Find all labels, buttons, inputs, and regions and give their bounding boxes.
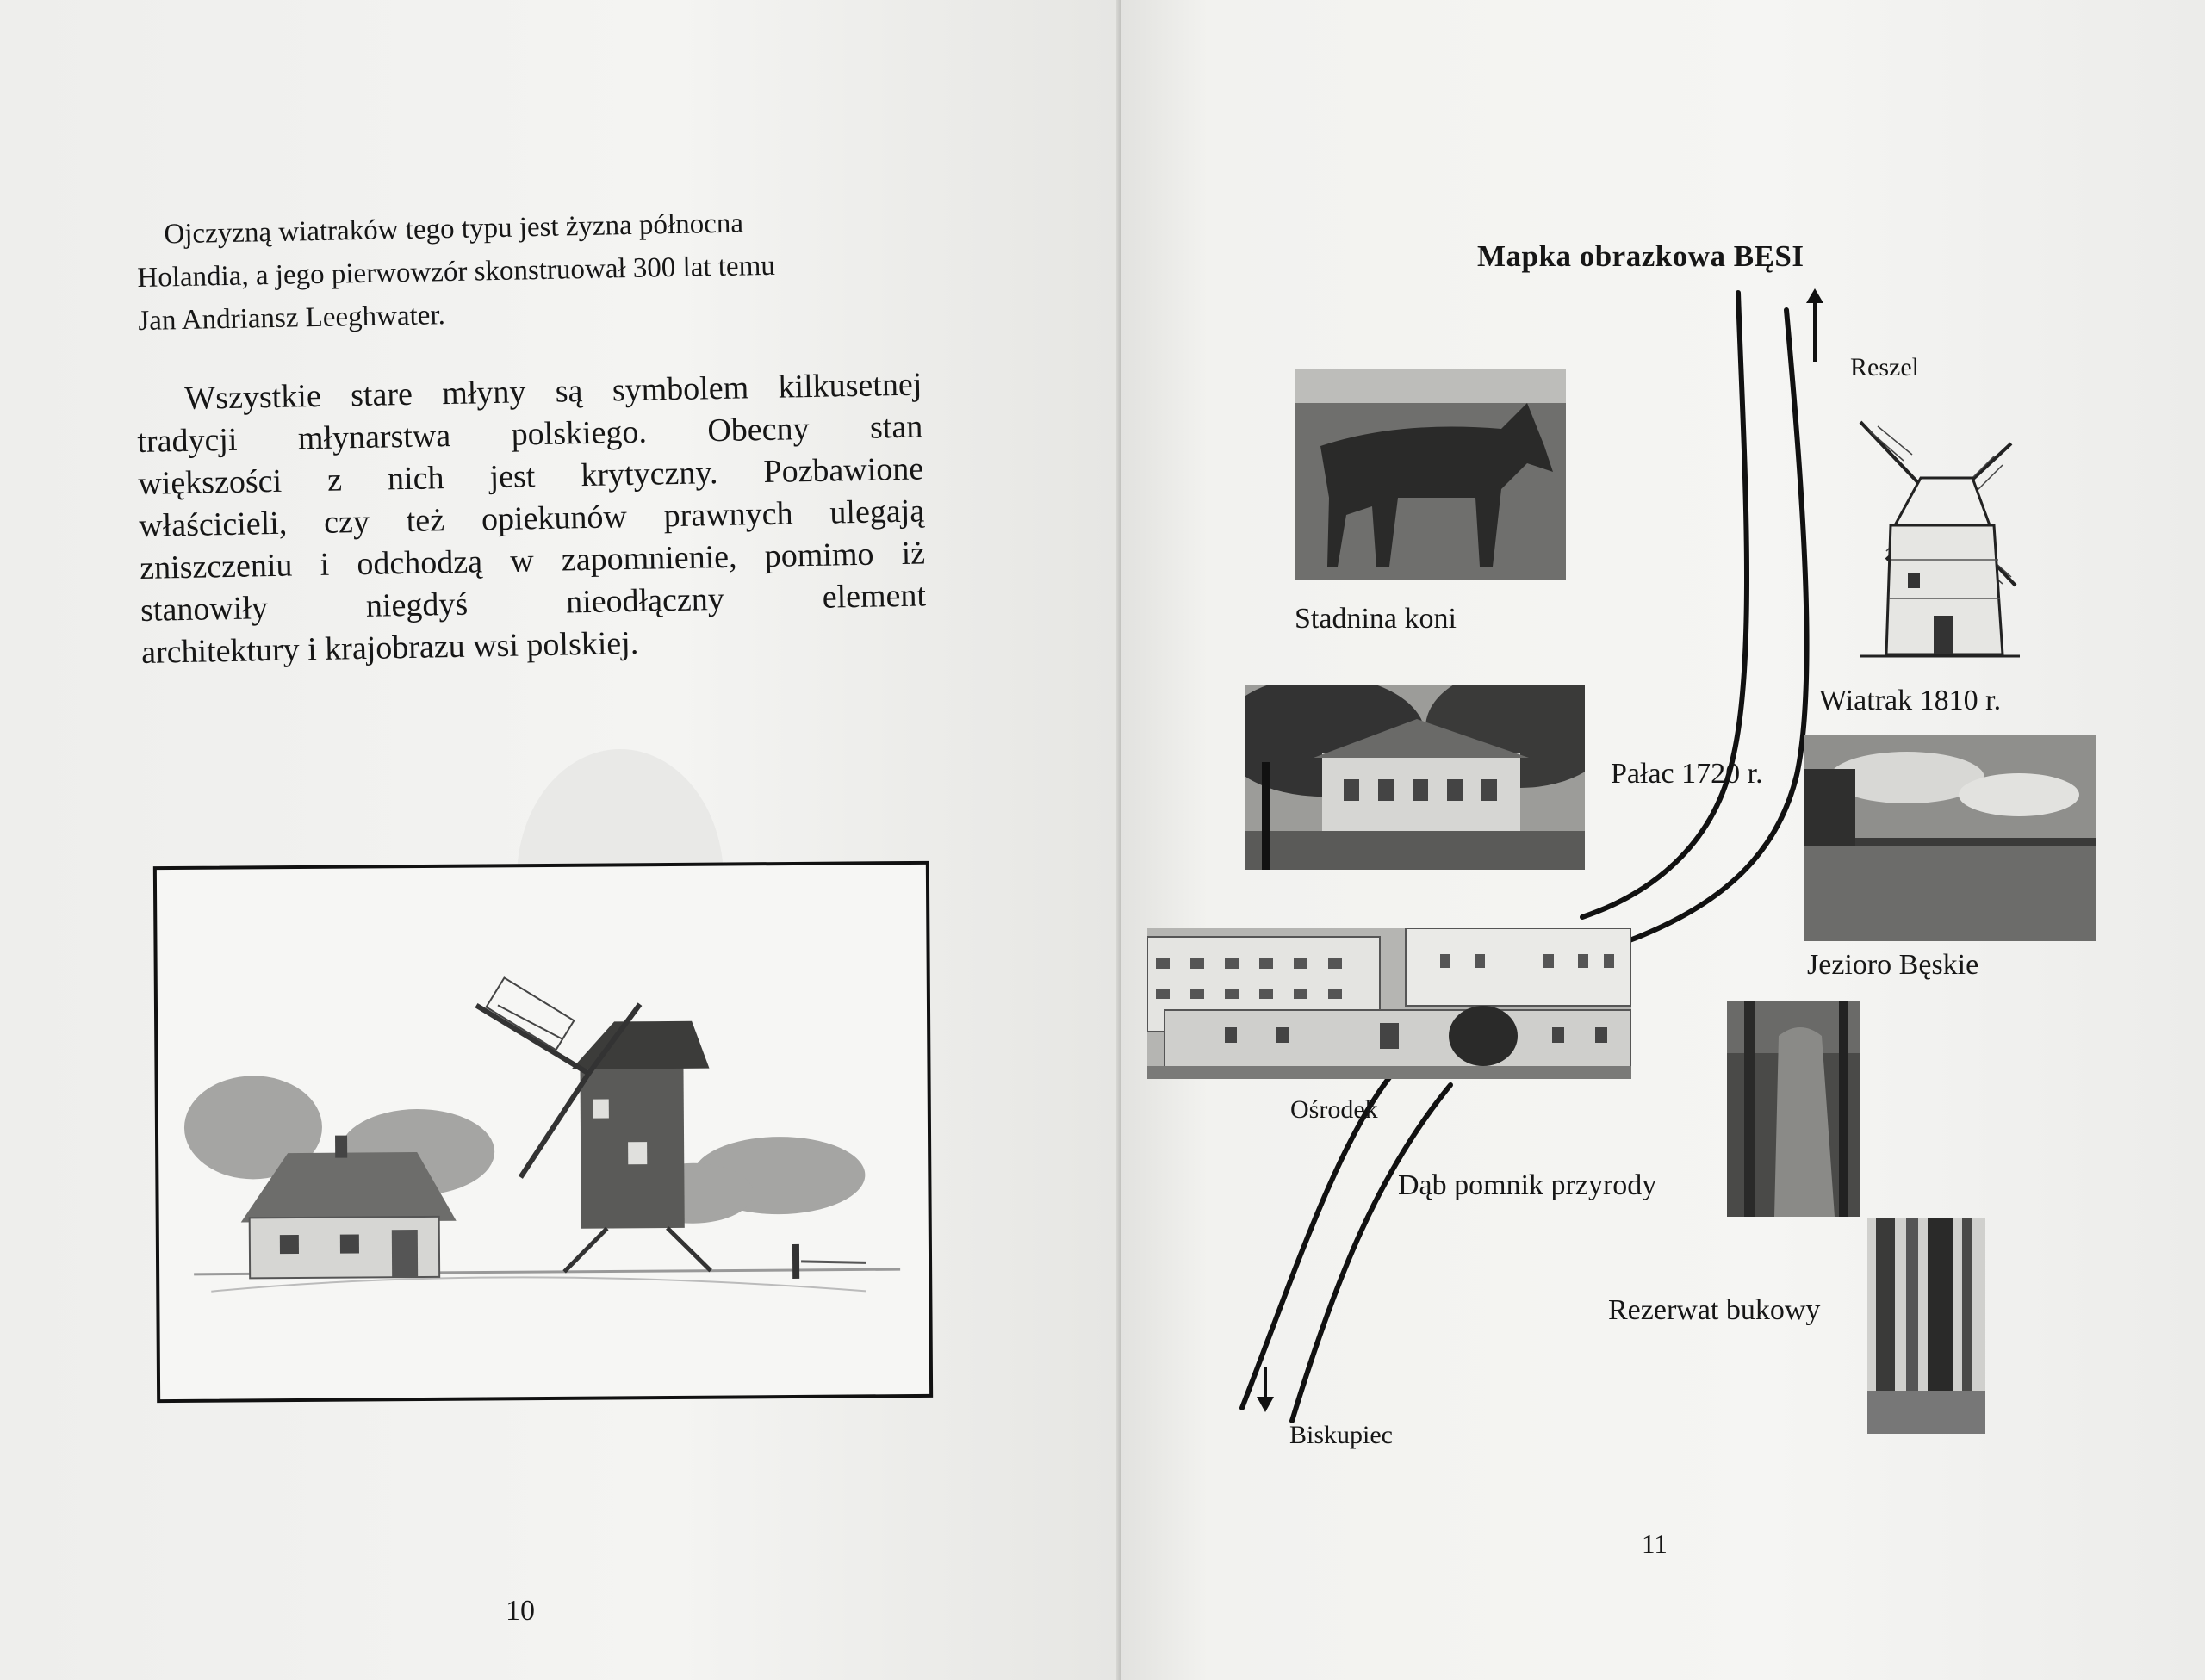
text-line: większości z nich jest krytyczny. Pozbawione (137, 450, 924, 502)
text-line: zniszczeniu i odchodzą w zapomnienie, pomimo iż (139, 535, 926, 586)
paragraph-mills (136, 363, 927, 673)
windmill-sketch-frame (153, 861, 933, 1403)
text-line: architektury i krajobrazu wsi polskiej. (140, 624, 639, 671)
map-title: Mapka obrazkowa BĘSI (1477, 239, 1804, 273)
label-wiatrak: Wiatrak 1810 r. (1819, 685, 2002, 716)
road-south-right (1292, 1085, 1450, 1421)
osrodek-photo (1147, 928, 1631, 1079)
label-biskupiec: Biskupiec (1289, 1421, 1393, 1449)
label-dab: Dąb pomnik przyrody (1398, 1169, 1657, 1201)
text-line: tradycji młynarstwa polskiego. Obecny stan (136, 408, 923, 460)
text-line: właścicieli, czy też opiekunów prawnych ulegają (138, 493, 925, 544)
windmill-sketch-image (157, 865, 929, 1399)
palace-photo (1245, 685, 1585, 870)
text-line: Wszystkie stare młyny są symbolem kilkusetnej (184, 366, 922, 417)
label-osrodek: Ośrodek (1290, 1095, 1378, 1124)
label-stadnina: Stadnina koni (1295, 603, 1457, 635)
beech-forest-photo (1867, 1218, 1985, 1434)
text-line: Ojczyzną wiatraków tego typu jest żyzna północna (164, 208, 744, 251)
oak-photo (1727, 1001, 1860, 1217)
label-jezioro: Jezioro Bęskie (1807, 949, 1979, 981)
arrow-down-biskupiec-icon (1257, 1367, 1274, 1412)
horse-photo (1295, 369, 1566, 580)
paragraph-leeghwater (136, 199, 914, 343)
arrow-up-reszel-icon (1806, 288, 1823, 362)
label-reszel: Reszel (1850, 353, 1919, 381)
road-north-right (1630, 310, 1807, 940)
lake-photo (1804, 735, 2096, 941)
label-rezerwat: Rezerwat bukowy (1608, 1294, 1821, 1326)
road-north-left (1582, 293, 1747, 917)
page-number-left: 10 (506, 1595, 535, 1627)
windmill-drawing (1852, 413, 2024, 659)
text-line: Jan Andriansz Leeghwater. (138, 300, 446, 337)
label-palac: Pałac 1720 r. (1611, 758, 1763, 790)
text-line: Holandia, a jego pierwowzór skonstruował 300 lat temu (137, 250, 776, 294)
text-line: stanowiły niegdyś nieodłączny element (140, 577, 927, 629)
page-number-right: 11 (1642, 1528, 1668, 1559)
road-south-left (1242, 1076, 1390, 1408)
